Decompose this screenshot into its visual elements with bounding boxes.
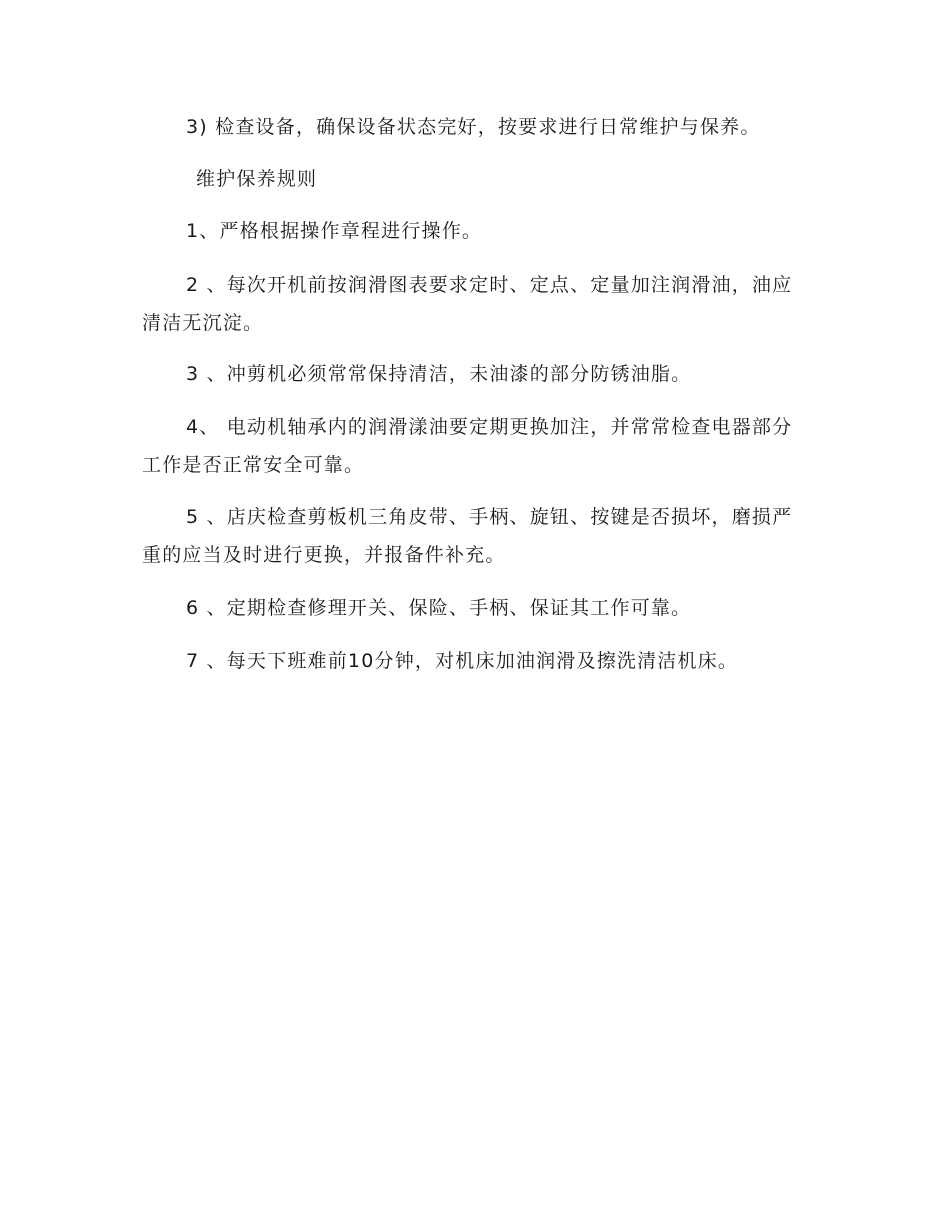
rule-7: 7 、每天下班难前10分钟，对机床加油润滑及擦洗清洁机床。 [186,650,739,672]
rule-3: 3 、冲剪机必须常常保持清洁，未油漆的部分防锈油脂。 [186,363,692,385]
rule-2: 2 、每次开机前按润滑图表要求定时、定点、定量加注润滑油，油应清洁无沉淀。 [142,274,793,334]
paragraph-equipment-check: 3) 检查设备，确保设备状态完好，按要求进行日常维护与保养。 [186,116,761,138]
rule-1: 1、严格根据操作章程进行操作。 [186,220,483,242]
rule-6: 6 、定期检查修理开关、保险、手柄、保证其工作可靠。 [186,597,692,619]
rule-5: 5 、店庆检查剪板机三角皮带、手柄、旋钮、按键是否损坏，磨损严重的应当及时进行更换，并报备件补充。 [142,506,793,566]
rule-4: 4、 电动机轴承内的润滑漾油要定期更换加注，并常常检查电器部分工作是否正常安全可靠。 [142,416,793,476]
section-heading: 维护保养规则 [196,168,318,190]
